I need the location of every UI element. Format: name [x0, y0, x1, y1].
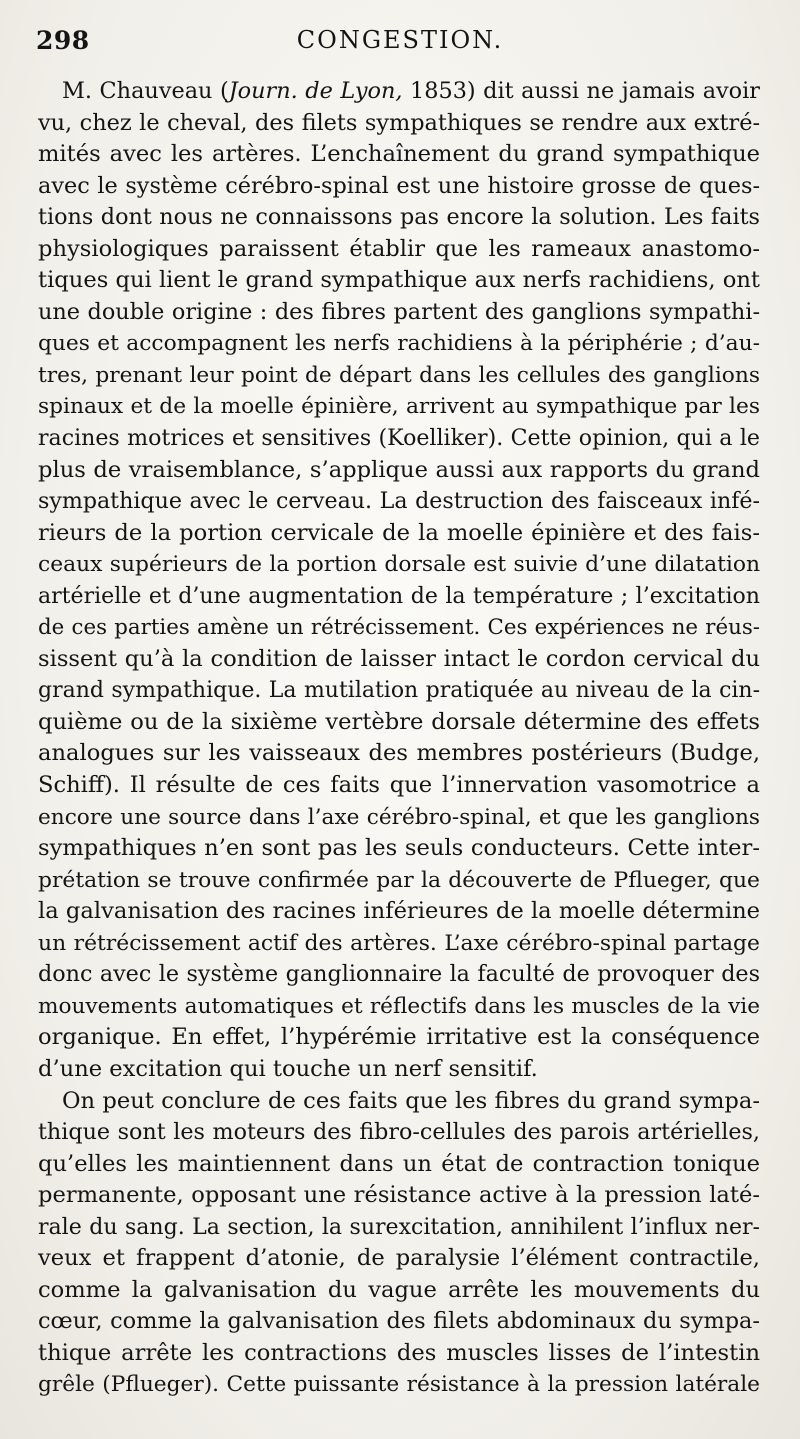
text-line: vu, chez le cheval, des filets sympathiques se rendre aux extré-	[38, 109, 760, 136]
page-number: 298	[36, 26, 90, 55]
text-line: ques et accompagnent les nerfs rachidiens à la périphérie ; d’au-	[38, 331, 760, 357]
text-line: grand sympathique. La mutilation pratiquée au niveau de la cin-	[38, 678, 760, 704]
text-line: sympathiques n’en sont pas les seuls conducteurs. Cette inter-	[38, 835, 760, 862]
text-line: mités avec les artères. L’enchaînement du grand sympathique	[38, 141, 760, 168]
text-line: mouvements automatiques et réflectifs dans les muscles de la vie	[38, 993, 760, 1019]
text-line: organique. En effet, l’hypérémie irritative est la conséquence	[38, 1024, 760, 1051]
text-line: la galvanisation des racines inférieures de la moelle détermine	[38, 898, 760, 925]
section-title: CONGESTION.	[296, 26, 504, 54]
text-line: une double origine : des fibres partent des ganglions sympathi-	[38, 298, 760, 325]
text-line: thique sont les moteurs des fibro-cellules des parois artérielles,	[38, 1119, 760, 1146]
text-line: un rétrécissement actif des artères. L’axe cérébro-spinal partage	[38, 930, 760, 956]
text-line: On peut conclure de ces faits que les fibres du grand sympa-	[62, 1087, 760, 1114]
paragraph-1	[38, 76, 760, 1086]
text-line: prétation se trouve confirmée par la découverte de Pflueger, que	[38, 867, 760, 893]
text-line: comme la galvanisation du vague arrête les mouvements du	[38, 1276, 760, 1303]
body-text	[38, 76, 760, 1401]
text-line: plus de vraisemblance, s’applique aussi aux rapports du grand	[38, 456, 760, 483]
text-line: quième ou de la sixième vertèbre dorsale détermine des effets	[38, 708, 760, 735]
paragraph-2	[38, 1086, 760, 1401]
text-line: rieurs de la portion cervicale de la moelle épinière et des fais-	[38, 519, 760, 546]
running-head	[36, 26, 764, 62]
text-line: racines motrices et sensitives (Koelliker). Cette opinion, qui a le	[38, 426, 760, 452]
text-line: thique arrête les contractions des muscles lisses de l’intestin	[38, 1339, 760, 1366]
text-line: analogues sur les vaisseaux des membres postérieurs (Budge,	[38, 740, 760, 767]
text-line: tres, prenant leur point de départ dans les cellules des ganglions	[38, 362, 760, 388]
text-line: spinaux et de la moelle épinière, arrivent au sympathique par les	[38, 394, 760, 420]
text-line: sissent qu’à la condition de laisser intact le cordon cervical du	[38, 645, 760, 672]
text-line: de ces parties amène un rétrécissement. Ces expériences ne réus-	[38, 615, 760, 641]
text-line: cœur, comme la galvanisation des filets abdominaux du sympa-	[38, 1308, 760, 1335]
text-line: donc avec le système ganglionnaire la faculté de provoquer des	[38, 961, 760, 988]
text-line: Schiff). Il résulte de ces faits que l’innervation vasomotrice a	[38, 772, 760, 799]
text-line: M. Chauveau (Journ. de Lyon, 1853) dit aussi ne jamais avoir	[62, 78, 760, 104]
text-line: rale du sang. La section, la surexcitation, annihilent l’influx ner-	[38, 1214, 760, 1240]
text-line: grêle (Pflueger). Cette puissante résistance à la pression latérale	[38, 1372, 760, 1398]
text-line: avec le système cérébro-spinal est une histoire grosse de ques-	[38, 172, 760, 199]
text-line: d’une excitation qui touche un nerf sensitif.	[38, 1055, 538, 1082]
text-line: qu’elles les maintiennent dans un état de contraction tonique	[38, 1150, 760, 1177]
text-line: artérielle et d’une augmentation de la température ; l’excitation	[38, 583, 760, 609]
text-line: physiologiques paraissent établir que les rameaux anastomo-	[38, 235, 760, 262]
text-line: permanente, opposant une résistance active à la pression laté-	[38, 1182, 760, 1209]
text-line: sympathique avec le cerveau. La destruction des faisceaux infé-	[38, 488, 760, 515]
text-line: tiques qui lient le grand sympathique aux nerfs rachidiens, ont	[38, 267, 760, 294]
text-line: tions dont nous ne connaissons pas encore la solution. Les faits	[38, 204, 760, 231]
text-line: veux et frappent d’atonie, de paralysie l’élément contractile,	[38, 1245, 760, 1272]
text-line: ceaux supérieurs de la portion dorsale est suivie d’une dilatation	[38, 552, 760, 578]
text-line: encore une source dans l’axe cérébro-spinal, et que les ganglions	[38, 804, 760, 830]
